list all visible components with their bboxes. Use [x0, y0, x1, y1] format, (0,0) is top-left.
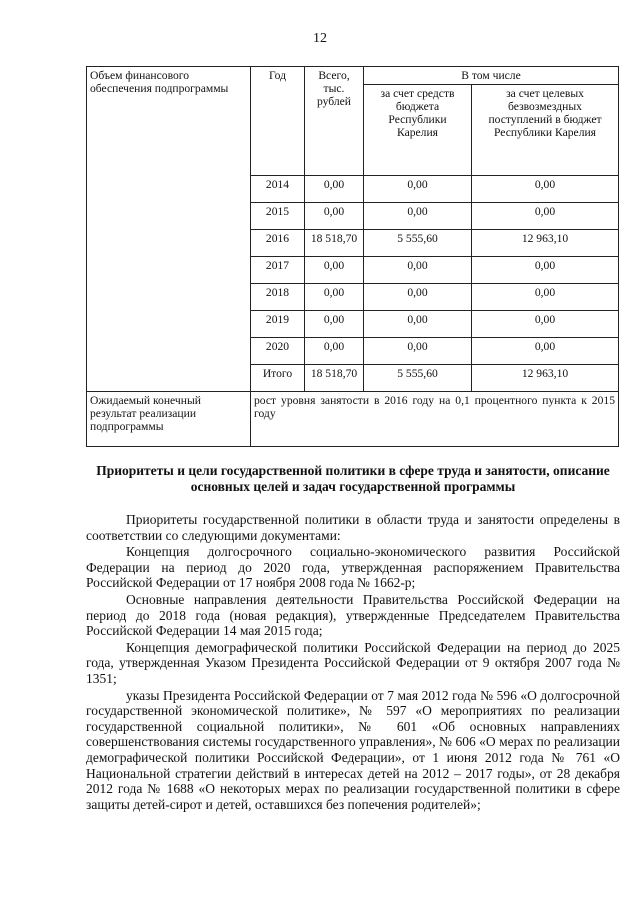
cell-year: 2015 [251, 203, 305, 230]
cell-grants: 12 963,10 [472, 365, 619, 392]
cell-budget: 0,00 [364, 284, 472, 311]
section-body [86, 512, 620, 812]
cell-total: 0,00 [305, 284, 364, 311]
cell-grants: 0,00 [472, 284, 619, 311]
cell-grants: 0,00 [472, 257, 619, 284]
cell-total: 0,00 [305, 257, 364, 284]
expected-result-row [87, 392, 619, 447]
cell-grants: 12 963,10 [472, 230, 619, 257]
cell-budget: 0,00 [364, 176, 472, 203]
paragraph: Приоритеты государственной политики в области труда и занятости определены в соответствии со следующими документами: [86, 512, 620, 543]
cell-year: 2016 [251, 230, 305, 257]
header-year: Год [251, 67, 305, 176]
cell-total: 0,00 [305, 338, 364, 365]
cell-year: 2018 [251, 284, 305, 311]
financing-table [86, 66, 619, 447]
cell-total: 0,00 [305, 176, 364, 203]
cell-total: 18 518,70 [305, 365, 364, 392]
cell-budget: 0,00 [364, 338, 472, 365]
cell-year: 2014 [251, 176, 305, 203]
cell-budget: 5 555,60 [364, 365, 472, 392]
header-grants: за счет целевых безвозмездных поступлений в бюджет Республики Карелия [472, 85, 619, 176]
cell-grants: 0,00 [472, 311, 619, 338]
cell-budget: 0,00 [364, 257, 472, 284]
finance-label: Объем финансового обеспечения подпрограммы [90, 69, 229, 95]
cell-total: 18 518,70 [305, 230, 364, 257]
expected-result-label: Ожидаемый конечный результат реализации подпрограммы [87, 392, 251, 447]
paragraph: указы Президента Российской Федерации от 7 мая 2012 года № 596 «О долгосрочной государственной экономической политике», № 597 «О мероприятиях по реализации государственной социальной политики», № 601 «Об основных направлениях совершенствования системы государственного управления», № 606 «О мерах по реализации демографической политики Российской Федерации», от 1 июня 2012 года № 761 «О Национальной стратегии действий в интересах детей на 2012 – 2017 годы», от 28 декабря 2012 года № 1688 «О некоторых мерах по реализации государственной политики в сфере защиты детей-сирот и детей, оставшихся без попечения родителей»; [86, 687, 620, 812]
cell-year: 2019 [251, 311, 305, 338]
section-heading: Приоритеты и цели государственной политики в сфере труда и занятости, описание основных целей и задач государственной программы [96, 463, 610, 494]
header-total: Всего, тыс. рублей [305, 67, 364, 176]
cell-year: 2017 [251, 257, 305, 284]
cell-total: 0,00 [305, 203, 364, 230]
cell-grants: 0,00 [472, 176, 619, 203]
page-number: 12 [313, 31, 327, 46]
expected-result-value: рост уровня занятости в 2016 году на 0,1 процентного пункта к 2015 году [251, 392, 619, 447]
table-header-row [87, 67, 619, 85]
cell-grants: 0,00 [472, 203, 619, 230]
cell-year: Итого [251, 365, 305, 392]
paragraph: Основные направления деятельности Правительства Российской Федерации на период до 2018 года (новая редакция), утвержденные Председателем Правительства Российской Федерации 14 мая 2015 года; [86, 591, 620, 639]
cell-budget: 0,00 [364, 203, 472, 230]
paragraph: Концепция долгосрочного социально-экономического развития Российской Федерации на период до 2020 года, утвержденная распоряжением Правительства Российской Федерации от 17 ноября 2008 года № 1662-р; [86, 544, 620, 591]
header-including: В том числе [364, 67, 619, 85]
cell-grants: 0,00 [472, 338, 619, 365]
paragraph: Концепция демографической политики Российской Федерации на период до 2025 года, утвержденная Указом Президента Российской Федерации от 9 октября 2007 года № 1351; [86, 639, 620, 686]
cell-budget: 5 555,60 [364, 230, 472, 257]
finance-label-cell [87, 67, 251, 392]
cell-budget: 0,00 [364, 311, 472, 338]
cell-year: 2020 [251, 338, 305, 365]
cell-total: 0,00 [305, 311, 364, 338]
header-budget: за счет средств бюджета Республики Карелия [364, 85, 472, 176]
